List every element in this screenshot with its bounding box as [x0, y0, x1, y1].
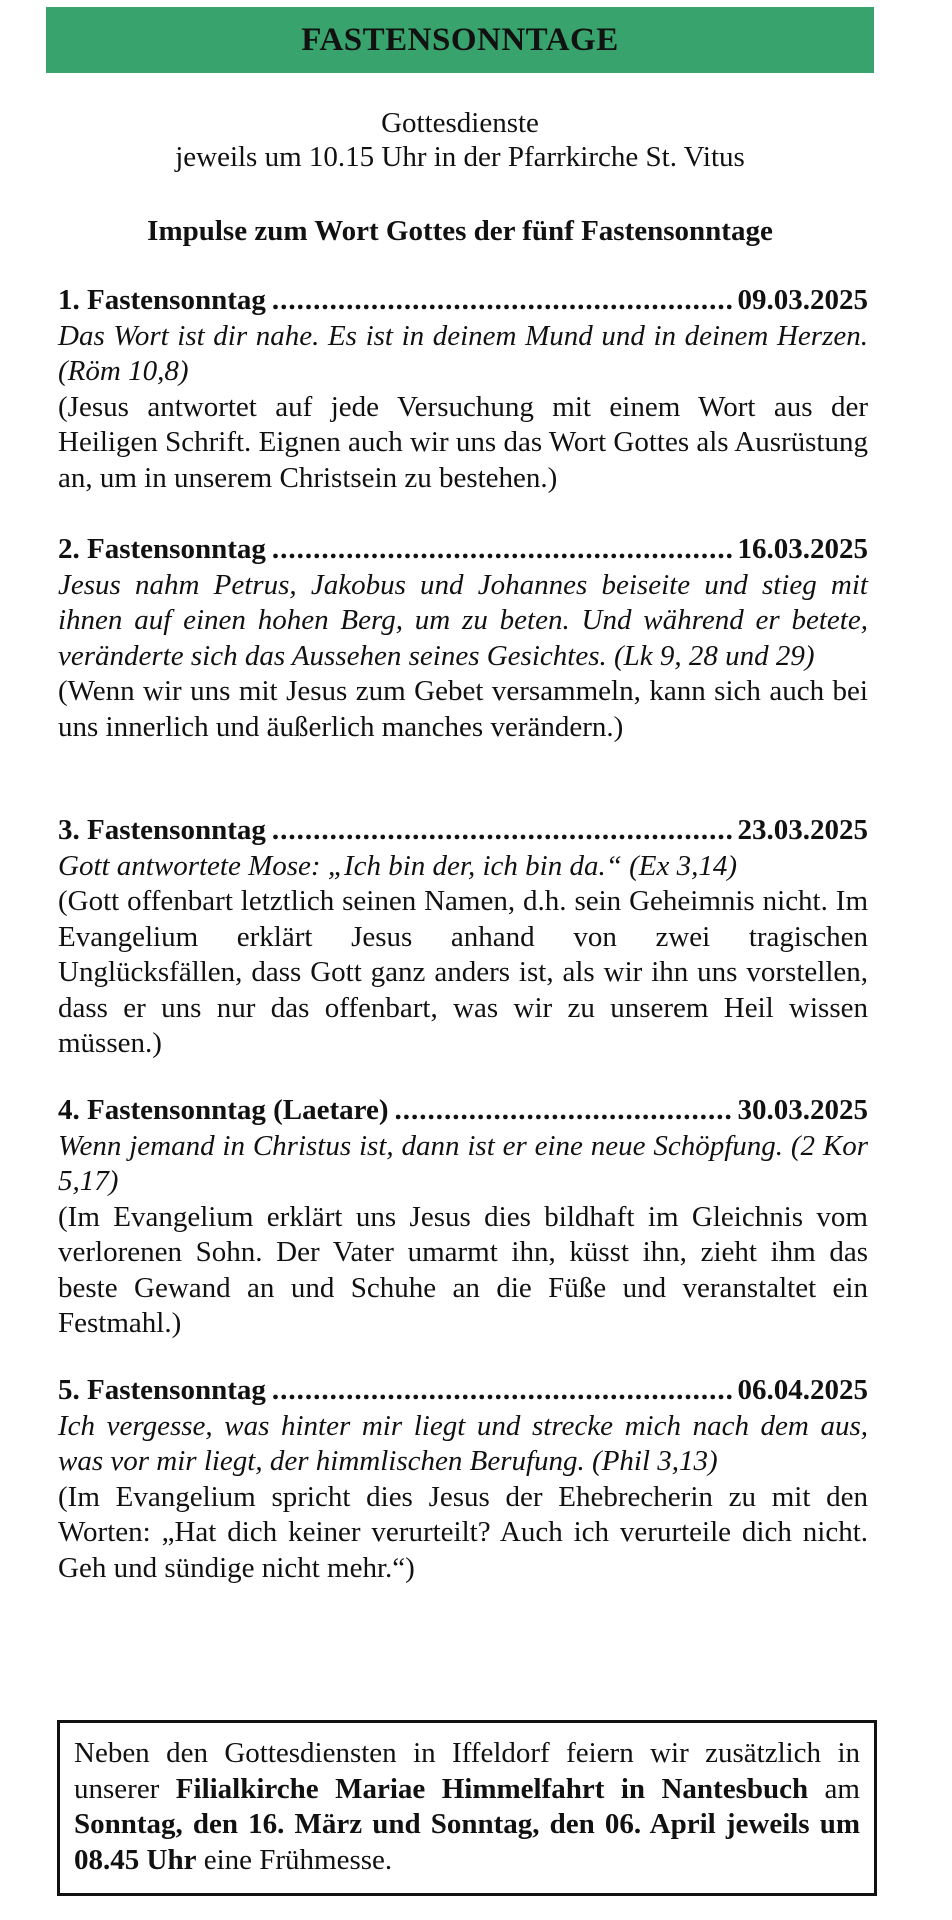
explanation-text: (Im Evangelium erklärt uns Jesus dies bildhaft im Gleichnis vom verlorenen Sohn. Der Vater umarmt ihn, küsst ihn, zieht ihm das beste Gewand an und Schuhe an die Füße und veranstaltet ein Festmahl.) [58, 1200, 868, 1339]
sunday-heading [58, 532, 868, 568]
scripture-quote: Gott antwortete Mose: „Ich bin der, ich bin da.“ (Ex 3,14) [58, 849, 737, 882]
sunday-title: 1. Fastensonntag [58, 284, 266, 316]
impulse-heading: Impulse zum Wort Gottes der fünf Fastensonntage [147, 215, 773, 247]
service-info-line1: Gottesdienste [381, 107, 539, 139]
dot-leader [272, 283, 732, 319]
scripture-quote: Wenn jemand in Christus ist, dann ist er eine neue Schöpfung. (2 Kor 5,17) [58, 1129, 868, 1197]
banner-title: FASTENSONNTAGE [301, 21, 619, 58]
scripture-quote: Ich vergesse, was hinter mir liegt und strecke mich nach dem aus, was vor mir liegt, der himmlischen Berufung. (Phil 3,13) [58, 1409, 868, 1477]
sunday-title: 2. Fastensonntag [58, 533, 266, 565]
dot-leader [395, 1093, 732, 1129]
sunday-entry-4 [58, 1093, 868, 1342]
dot-leader [272, 532, 732, 568]
sunday-title: 5. Fastensonntag [58, 1374, 266, 1406]
dot-leader [272, 1373, 732, 1409]
sunday-heading [58, 1373, 868, 1409]
explanation-text: (Im Evangelium spricht dies Jesus der Ehebrecherin zu mit den Worten: „Hat dich keiner verurteilt? Auch ich verurteile dich nicht. Geh und sündige nicht mehr.“) [58, 1480, 868, 1584]
sunday-title: 3. Fastensonntag [58, 814, 266, 846]
sunday-entry-2 [58, 532, 868, 745]
sunday-entry-5 [58, 1373, 868, 1586]
scripture-quote: Das Wort ist dir nahe. Es ist in deinem Mund und in deinem Herzen. (Röm 10,8) [58, 319, 868, 387]
service-info [46, 106, 874, 174]
notice-text: Neben den Gottesdiensten in Iffeldorf feiern wir zusätzlich in unserer [74, 1737, 860, 1805]
sunday-entry-3 [58, 813, 868, 1062]
dot-leader [272, 813, 732, 849]
sunday-heading [58, 1093, 868, 1129]
scripture-quote: Jesus nahm Petrus, Jakobus und Johannes beiseite und stieg mit ihnen auf einen hohen Berg, um zu beten. Und während er betete, veränderte sich das Aussehen seines Gesichtes. (Lk 9, 28 und 29) [58, 568, 868, 672]
early-mass-notice [57, 1720, 877, 1896]
notice-dates: Sonntag, den 16. März und Sonntag, den 06. April jeweils um 08.45 Uhr [74, 1808, 860, 1876]
sunday-title: 4. Fastensonntag (Laetare) [58, 1094, 389, 1126]
explanation-text: (Gott offenbart letztlich seinen Namen, d.h. sein Geheimnis nicht. Im Evangelium erklärt Jesus anhand von zwei tragischen Unglücksfällen, dass Gott ganz anders ist, als wir ihn uns vorstellen, dass er uns nur das offenbart, was wir zu unserem Heil wissen müssen.) [58, 885, 868, 1059]
notice-church-name: Filialkirche Mariae Himmelfahrt in Nantesbuch [175, 1772, 809, 1805]
title-banner [46, 7, 874, 73]
sunday-date: 16.03.2025 [737, 533, 868, 565]
sunday-entry-1 [58, 283, 868, 496]
sunday-heading [58, 813, 868, 849]
sunday-date: 30.03.2025 [737, 1094, 868, 1126]
service-info-line2: jeweils um 10.15 Uhr in der Pfarrkirche St. Vitus [175, 141, 745, 173]
explanation-text: (Wenn wir uns mit Jesus zum Gebet versammeln, kann sich auch bei uns innerlich und äußerlich manches verändern.) [58, 675, 868, 743]
explanation-text: (Jesus antwortet auf jede Versuchung mit einem Wort aus der Heiligen Schrift. Eignen auch wir uns das Wort Gottes als Ausrüstung an, um in unserem Christsein zu bestehen.) [58, 390, 868, 494]
sunday-heading [58, 283, 868, 319]
sunday-date: 06.04.2025 [737, 1374, 868, 1406]
notice-text: am [808, 1772, 860, 1805]
sunday-date: 09.03.2025 [737, 284, 868, 316]
sunday-date: 23.03.2025 [737, 814, 868, 846]
notice-text: eine Frühmesse. [196, 1843, 393, 1876]
